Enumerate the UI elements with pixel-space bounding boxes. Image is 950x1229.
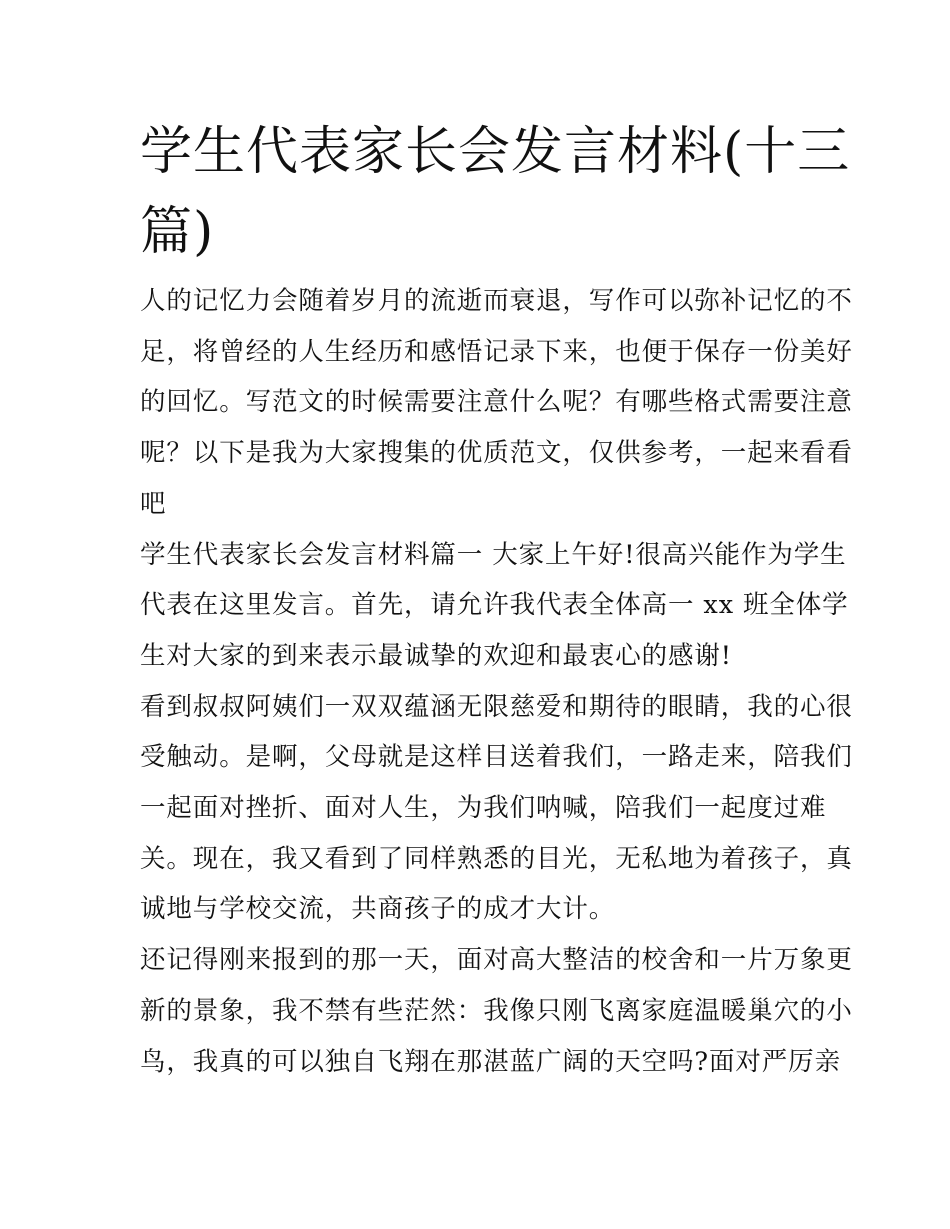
- title-line: 篇): [140, 202, 215, 262]
- paragraph-2: [140, 682, 853, 936]
- document-body: [140, 276, 853, 1087]
- document-title: [140, 112, 851, 272]
- paragraph-intro: [140, 276, 853, 530]
- text-line: 鸟，我真的可以独自飞翔在那湛蓝广阔的天空吗?面对严厉亲: [140, 1046, 841, 1077]
- text-line: 呢？以下是我为大家搜集的优质范文，仅供参考，一起来看看: [140, 438, 853, 469]
- text-line: 新的景象，我不禁有些茫然：我像只刚飞离家庭温暖巢穴的小: [140, 995, 853, 1026]
- text-line: 关。现在，我又看到了同样熟悉的目光，无私地为着孩子，真: [140, 843, 853, 874]
- text-line: 代表在这里发言。首先，请允许我代表全体高一 xx 班全体学: [140, 590, 849, 621]
- text-line: 足，将曾经的人生经历和感悟记录下来，也便于保存一份美好: [140, 336, 853, 367]
- text-line: 一起面对挫折、面对人生，为我们呐喊，陪我们一起度过难: [140, 793, 827, 824]
- text-line: 受触动。是啊，父母就是这样目送着我们，一路走来，陪我们: [140, 742, 853, 773]
- text-line: 看到叔叔阿姨们一双双蕴涵无限慈爱和期待的眼睛，我的心很: [140, 691, 853, 722]
- text-line: 人的记忆力会随着岁月的流逝而衰退，写作可以弥补记忆的不: [140, 286, 853, 316]
- text-line: 学生代表家长会发言材料篇一 大家上午好!很高兴能作为学生: [140, 539, 847, 570]
- paragraph-1: [140, 530, 849, 682]
- text-line: 吧: [140, 488, 167, 519]
- paragraph-3: [140, 935, 853, 1087]
- text-line: 诚地与学校交流，共商孩子的成才大计。: [140, 894, 616, 925]
- text-line: 生对大家的到来表示最诚挚的欢迎和最衷心的感谢!: [140, 640, 732, 671]
- text-line: 还记得刚来报到的那一天，面对高大整洁的校舍和一片万象更: [140, 945, 853, 976]
- title-line: 学生代表家长会发言材料(十三: [140, 122, 851, 182]
- text-line: 的回忆。写范文的时候需要注意什么呢？有哪些格式需要注意: [140, 387, 853, 418]
